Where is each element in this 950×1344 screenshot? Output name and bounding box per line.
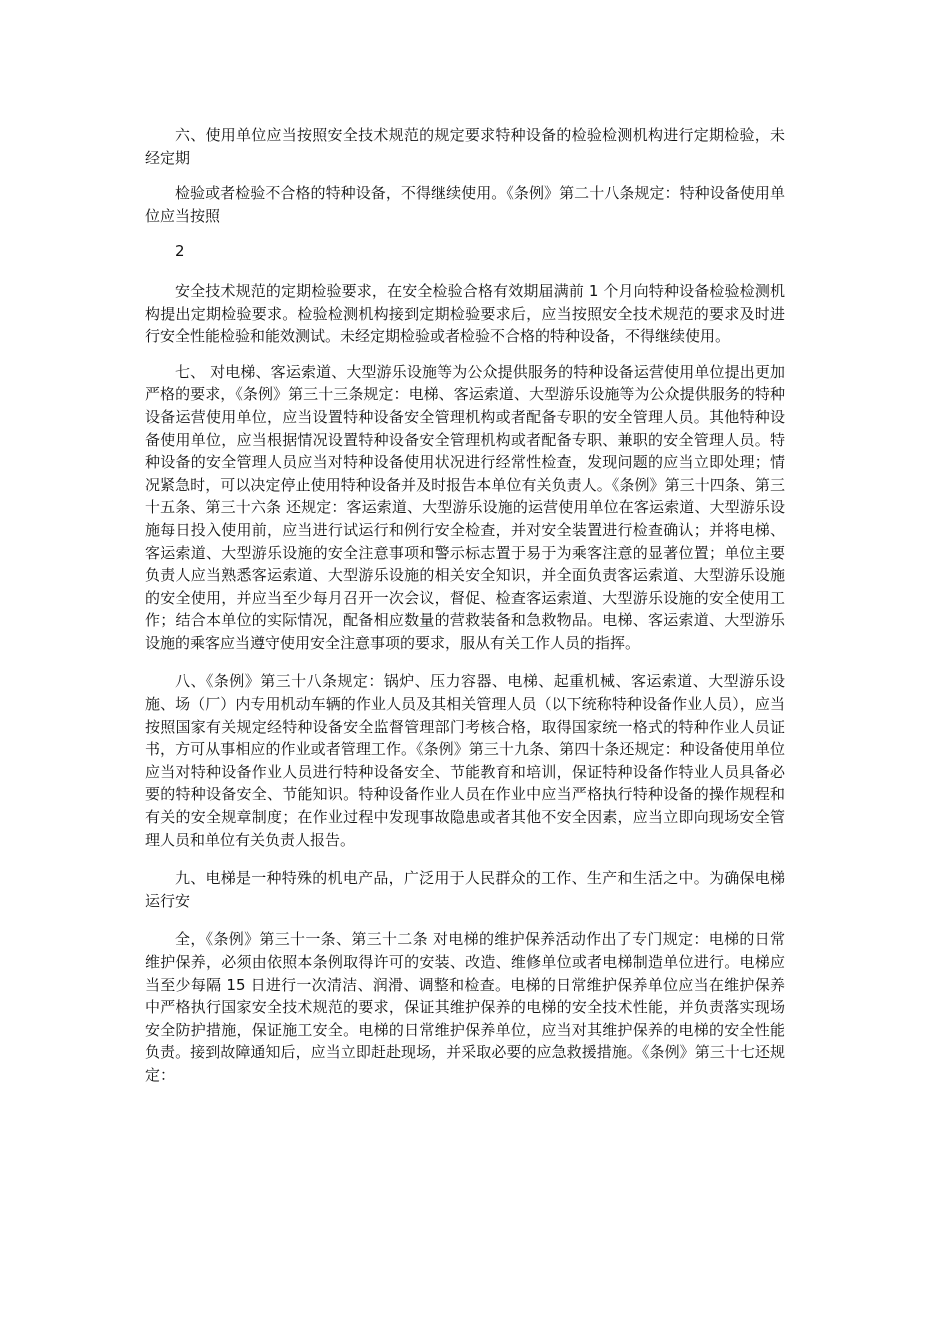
paragraph-nine-part1: 九、电梯是一种特殊的机电产品，广泛用于人民群众的工作、生产和生活之中。为确保电梯运行安 [145, 869, 785, 910]
paragraph-eight: 八、《条例》第三十八条规定：锅炉、压力容器、电梯、起重机械、客运索道、大型游乐设施、场（厂）内专用机动车辆的作业人员及其相关管理人员（以下统称特种设备作业人员），应当按照国家有关规定经特种设备安全监督管理部门考核合格，取得国家统一格式的特种作业人员证书，方可从事相应的作业或者管理工作。《条例》第三十九条、第四十条还规定：种设备使用单位应当对特种设备作业人员进行特种设备安全、节能教育和培训，保证特种设备作特业人员具备必要的特种设备安全、节能知识。特种设备作业人员在作业中应当严格执行特种设备的操作规程和有关的安全规章制度；在作业过程中发现事故隐患或者其他不安全因素，应当立即向现场安全管理人员和单位有关负责人报告。 [145, 672, 785, 849]
page-number: 2 [175, 242, 185, 261]
paragraph-seven: 七、 对电梯、客运索道、大型游乐设施等为公众提供服务的特种设备运营使用单位提出更加严格的要求，《条例》第三十三条规定：电梯、客运索道、大型游乐设施等为公众提供服务的特种设备运营使用单位，应当设置特种设备安全管理机构或者配备专职的安全管理人员。其他特种设备使用单位，应当根据情况设置特种设备安全管理机构或者配备专职、兼职的安全管理人员。特种设备的安全管理人员应当对特种设备使用状况进行经常性检查，发现问题的应当立即处理；情况紧急时，可以决定停止使用特种设备并及时报告本单位有关负责人。《条例》第三十四条、第三十五条、第三十六条 还规定：客运索道、大型游乐设施的运营使用单位在客运索道、大型游乐设施每日投入使用前，应当进行试运行和例行安全检查，并对安全装置进行检查确认；并将电梯、客运索道、大型游乐设施的安全注意事项和警示标志置于易于为乘客注意的显著位置；单位主要负责人应当熟悉客运索道、大型游乐设施的相关安全知识，并全面负责客运索道、大型游乐设施的安全使用，并应当至少每月召开一次会议，督促、检查客运索道、大型游乐设施的安全使用工作；结合本单位的实际情况，配备相应数量的营救装备和急救物品。电梯、客运索道、大型游乐设施的乘客应当遵守使用安全注意事项的要求，服从有关工作人员的指挥。 [145, 362, 785, 652]
paragraph-nine-part2: 全，《条例》第三十一条、第三十二条 对电梯的维护保养活动作出了专门规定：电梯的日常维护保养，必须由依照本条例取得许可的安装、改造、维修单位或者电梯制造单位进行。电梯应当至少每隔 15 日进行一次清洁、润滑、调整和检查。电梯的日常维护保养单位应当在维护保养中严格执行国家安全技术规范的要求，保证其维护保养的电梯的安全技术性能，并负责落实现场安全防护措施，保证施工安全。电梯的日常维护保养单位，应当对其维护保养的电梯的安全性能负责。接到故障通知后，应当立即赶赴现场，并采取必要的应急救援措施。《条例》第三十七还规定： [145, 930, 785, 1084]
paragraph-six-part3: 安全技术规范的定期检验要求，在安全检验合格有效期届满前 1 个月向特种设备检验检测机构提出定期检验要求。检验检测机构接到定期检验要求后，应当按照安全技术规范的要求及时进行安全性能检验和能效测试。未经定期检验或者检验不合格的特种设备，不得继续使用。 [145, 281, 785, 346]
paragraph-six-part2: 检验或者检验不合格的特种设备，不得继续使用。《条例》第二十八条规定：特种设备使用单位应当按照 [145, 184, 785, 225]
paragraph-six-part1: 六、使用单位应当按照安全技术规范的规定要求特种设备的检验检测机构进行定期检验，未经定期 [145, 126, 785, 167]
document-page [145, 124, 785, 1100]
